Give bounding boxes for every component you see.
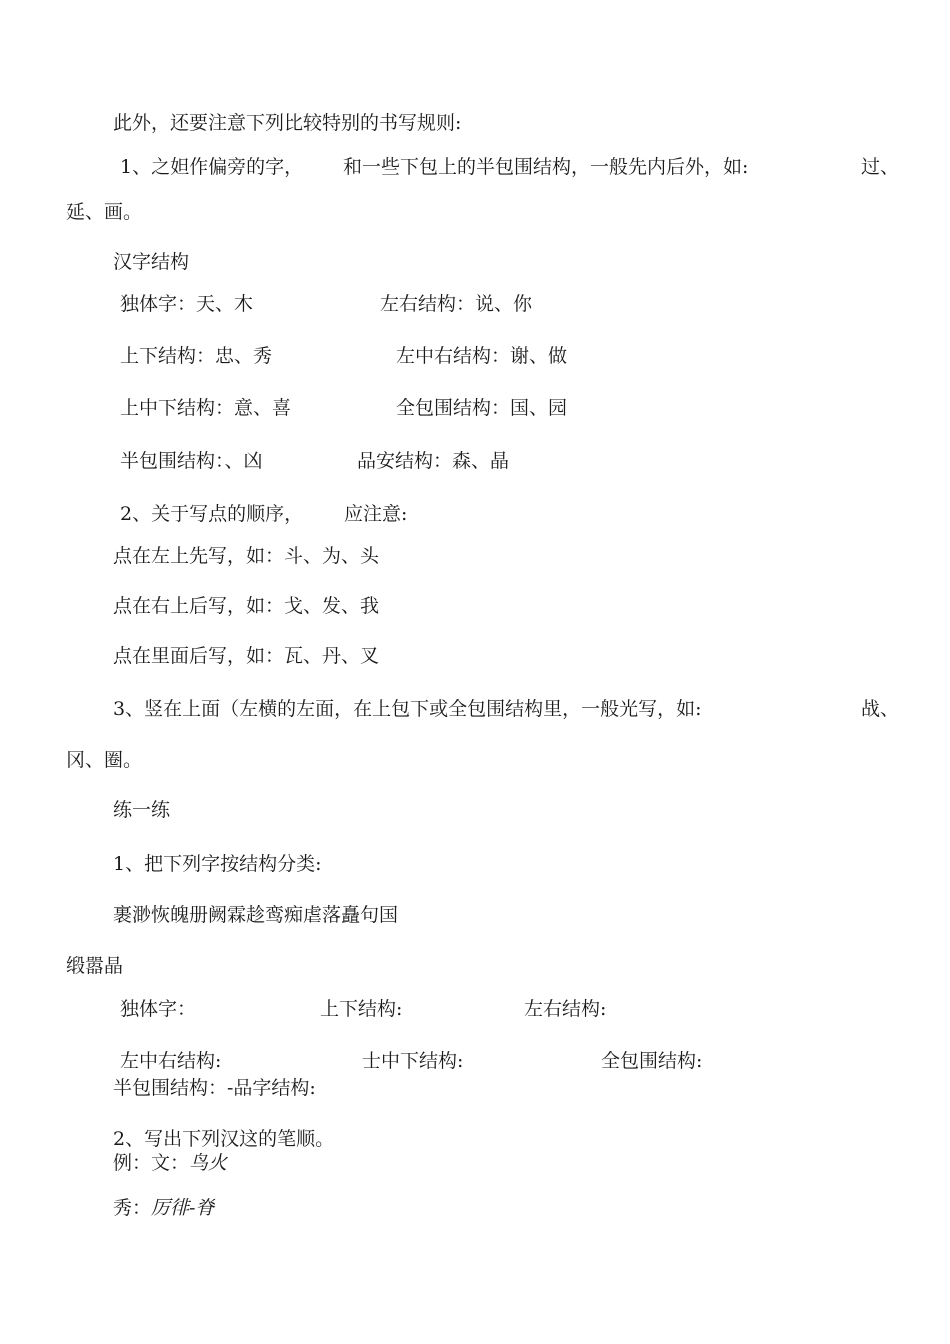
category-label: 半包围结构：-品字结构:: [113, 1077, 316, 1099]
structure-item: 上中下结构：意、喜: [120, 397, 292, 419]
rule1-part2: 和一些下包上的半包围结构，一般先内后外，如:: [343, 156, 749, 178]
example-line: [113, 1154, 227, 1173]
structure-item: 左中右结构：谢、做: [396, 345, 568, 367]
rule1-part1: 1、之妲作偏旁的字，: [120, 156, 304, 178]
practice-chars-line-2: 缎嚣晶: [66, 955, 124, 977]
structure-item: 全包围结构：国、园: [396, 397, 568, 419]
example-value: 鸟火: [189, 1152, 228, 1174]
rule2-line: 点在左上先写，如：斗、为、头: [113, 545, 380, 567]
xiu-label: 秀：: [113, 1197, 152, 1219]
intro-text: 此外，还要注意下列比较特别的书写规则:: [113, 112, 462, 134]
structure-item: 独体字：天、木: [120, 293, 254, 315]
structure-item: 半包围结构：、凶: [120, 450, 263, 472]
category-label: 士中下结构:: [362, 1050, 464, 1072]
practice-question-1: 1、把下列字按结构分类:: [113, 853, 322, 875]
category-label: 左中右结构:: [120, 1050, 222, 1072]
rule3-continuation: 冈、圈。: [66, 749, 143, 771]
practice-chars-line-1: 裹渺恢魄册阙霖趁鸾痴虐落矗句国: [113, 904, 399, 926]
practice-heading: 练一练: [113, 799, 171, 821]
rule2-part2: 应注意:: [344, 503, 408, 525]
rule2-line: 点在右上后写，如：戈、发、我: [113, 595, 380, 617]
rule2-line: 点在里面后写，如：瓦、丹、叉: [113, 645, 380, 667]
xiu-line: [113, 1199, 214, 1218]
category-label: 独体字：: [120, 998, 197, 1020]
rule3-part2: 战、: [861, 698, 900, 720]
structure-heading: 汉字结构: [113, 251, 190, 273]
category-label: 上下结构:: [320, 998, 403, 1020]
rule1-part3: 过、: [861, 156, 900, 178]
rule2-part1: 2、关于写点的顺序，: [120, 503, 304, 525]
rule1-continuation: 延、画。: [66, 201, 143, 223]
category-label: 全包围结构:: [601, 1050, 703, 1072]
example-label: 例：文：: [113, 1152, 190, 1174]
xiu-value: 厉徘-脊: [151, 1197, 215, 1219]
rule3-part1: 3、竖在上面（左横的左面，在上包下或全包围结构里，一般光写，如:: [113, 698, 702, 720]
category-label: 左右结构:: [524, 998, 607, 1020]
practice-question-2: 2、写出下列汉这的笔顺。: [113, 1128, 335, 1150]
structure-item: 上下结构：忠、秀: [120, 345, 273, 367]
structure-item: 左右结构：说、你: [380, 293, 533, 315]
structure-item: 品安结构：森、晶: [357, 450, 510, 472]
